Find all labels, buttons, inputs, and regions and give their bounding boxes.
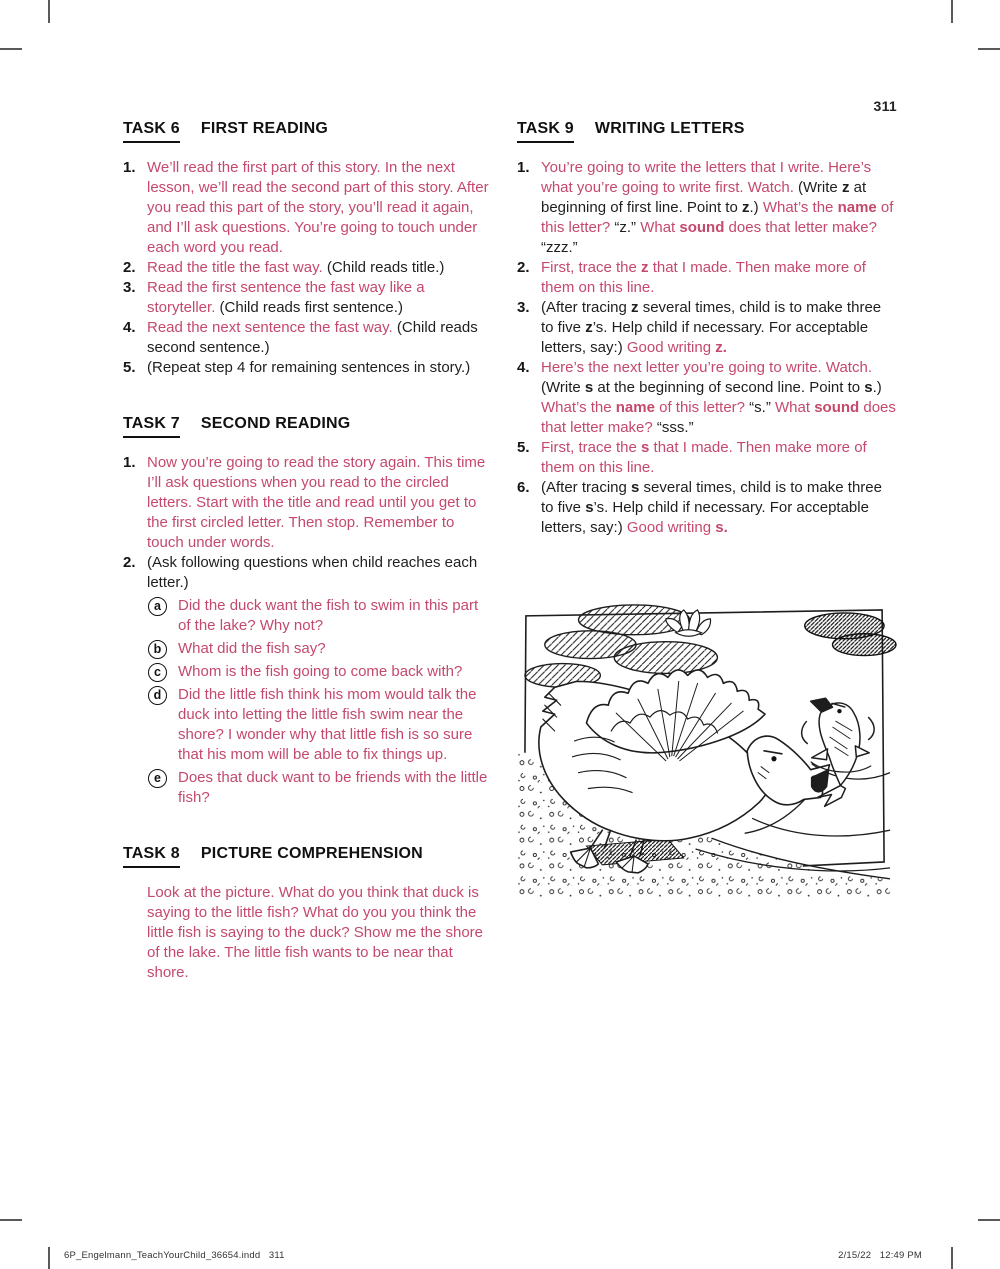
task-label: TASK 6 <box>123 120 180 143</box>
text-segment: does that letter make? <box>724 219 877 236</box>
crop-mark-bottom-right-h <box>978 1219 1000 1221</box>
item-text <box>178 662 491 682</box>
item-number: 2. <box>123 554 136 571</box>
task-label: TASK 7 <box>123 415 180 438</box>
text-segment: s <box>641 439 650 456</box>
item-text <box>178 768 491 808</box>
item-text <box>147 318 491 358</box>
text-segment: (Child reads title.) <box>326 259 445 276</box>
task-heading <box>123 415 491 438</box>
task-item <box>517 478 897 538</box>
item-number: 4. <box>517 359 530 376</box>
crop-mark-top-right-h <box>978 48 1000 50</box>
item-text <box>147 883 491 983</box>
duck-and-fish-illustration <box>517 602 897 900</box>
text-segment: z. <box>715 339 727 356</box>
item-text <box>147 358 491 378</box>
lettered-question <box>147 662 491 682</box>
left-column <box>123 120 491 1020</box>
text-segment: z <box>631 299 639 316</box>
task-item <box>517 298 897 358</box>
text-segment: (After tracing <box>541 479 632 496</box>
task-item <box>123 258 491 278</box>
right-column <box>517 120 897 900</box>
crop-mark-bottom-right-v <box>951 1247 953 1269</box>
circled-letter: b <box>148 640 167 659</box>
task-item <box>517 438 897 478</box>
circled-letter: d <box>148 686 167 705</box>
task-label: TASK 9 <box>517 120 574 143</box>
item-number: 1. <box>517 159 530 176</box>
text-segment: ’s. Help child if necessary. For acceptable letters, say:) <box>541 319 869 356</box>
task-heading <box>517 120 897 143</box>
text-segment: (Write <box>541 379 585 396</box>
text-segment: (Repeat step 4 for remaining sentences in story.) <box>147 359 471 376</box>
footer-filename: 6P_Engelmann_TeachYourChild_36654.indd 311 <box>64 1250 285 1261</box>
circled-letter: e <box>148 769 167 788</box>
crop-mark-top-left-v <box>48 0 50 23</box>
task-6-section <box>123 120 491 378</box>
text-segment: s <box>631 479 640 496</box>
text-segment: Now you’re going to read the story again. This time I’ll ask questions when you read to the circled letters. Start with the title and read until you get to the first circled letter. Then stop. Remember to touch under words. <box>147 454 486 551</box>
text-segment: s <box>584 379 594 396</box>
task-items <box>123 883 491 983</box>
text-segment: What did the fish say? <box>178 640 326 657</box>
text-segment: ’s. Help child if necessary. For acceptable letters, say:) <box>541 499 869 536</box>
text-segment: Read the title the fast way. <box>147 259 327 276</box>
text-segment: Look at the picture. What do you think that duck is saying to the little fish? What do you you think the little fish is saying to the duck? Show me the shore of the lake. The little fish wants to be near that shore. <box>147 884 484 981</box>
text-segment: What <box>775 399 815 416</box>
text-segment: z <box>841 179 850 196</box>
task-items <box>123 453 491 808</box>
task-heading <box>123 120 491 143</box>
text-segment: .) <box>872 379 882 396</box>
text-segment: First, trace the <box>541 259 642 276</box>
text-segment: (Write <box>798 179 842 196</box>
text-segment: “z.” <box>614 219 641 236</box>
item-text <box>178 639 491 659</box>
text-segment: name <box>837 199 877 216</box>
item-number: 3. <box>123 279 136 296</box>
text-segment: What <box>640 219 680 236</box>
task-item <box>123 883 491 983</box>
task-7-section <box>123 415 491 808</box>
text-segment: Good writing <box>626 519 716 536</box>
text-segment: several times, child is to make three to five <box>541 479 882 516</box>
task-item <box>123 453 491 553</box>
item-number: 5. <box>123 359 136 376</box>
item-text <box>147 453 491 553</box>
task-title: WRITING LETTERS <box>594 120 745 137</box>
text-segment: (After tracing <box>541 299 632 316</box>
lettered-question <box>147 768 491 808</box>
lettered-question <box>147 596 491 636</box>
text-segment: that I made. Then make more of them on this line. <box>541 259 866 296</box>
task-title: SECOND READING <box>200 415 351 432</box>
item-number: 5. <box>517 439 530 456</box>
item-number: 6. <box>517 479 530 496</box>
text-segment: (Ask following questions when child reaches each letter.) <box>147 554 478 591</box>
crop-mark-top-left-h <box>0 48 22 50</box>
text-segment: Whom is the fish going to come back with? <box>178 663 463 680</box>
text-segment: s. <box>715 519 728 536</box>
item-text <box>541 438 897 478</box>
task-heading <box>123 845 491 868</box>
footer-timestamp: 2/15/22 12:49 PM <box>838 1250 922 1261</box>
task-item <box>517 258 897 298</box>
text-segment: Does that duck want to be friends with the little fish? <box>178 769 488 806</box>
text-segment: You’re going to write the letters that I write. Here’s what you’re going to write first. Watch. <box>541 159 872 196</box>
text-segment: that I made. Then make more of them on this line. <box>541 439 867 476</box>
text-segment: Good writing <box>626 339 716 356</box>
illustration-svg <box>517 602 897 900</box>
crop-mark-bottom-left-h <box>0 1219 22 1221</box>
text-segment: What’s the <box>762 199 838 216</box>
text-segment: at beginning of first line. Point to <box>541 179 867 216</box>
text-segment: Did the little fish think his mom would talk the duck into letting the little fish swim near the shore? I wonder why that little fish is so sure that his mom will be able to fix things up. <box>178 686 477 763</box>
task-item <box>517 358 897 438</box>
item-number: 4. <box>123 319 136 336</box>
item-text <box>541 158 897 258</box>
page-number: 311 <box>873 98 897 114</box>
text-segment: Read the next sentence the fast way. <box>147 319 397 336</box>
item-text <box>147 553 491 808</box>
text-segment: s <box>864 379 873 396</box>
item-number: 1. <box>123 454 136 471</box>
item-text <box>147 158 491 258</box>
text-segment: Here’s the next letter you’re going to write. Watch. <box>541 359 872 376</box>
task-item <box>123 158 491 258</box>
text-segment: “sss.” <box>656 419 694 436</box>
task-title: PICTURE COMPREHENSION <box>200 845 423 862</box>
text-segment: “s.” <box>749 399 775 416</box>
item-text <box>541 298 897 358</box>
item-number: 2. <box>517 259 530 276</box>
text-segment: z <box>741 199 750 216</box>
item-text <box>147 278 491 318</box>
task-item <box>123 278 491 318</box>
crop-mark-top-right-v <box>951 0 953 23</box>
task-8-section <box>123 845 491 983</box>
text-segment: First, trace the <box>541 439 642 456</box>
text-segment: several times, child is to make three to five <box>541 299 882 336</box>
text-segment: s <box>585 499 594 516</box>
text-segment: We’ll read the first part of this story. In the next lesson, we’ll read the second part of this story. After you read this part of the story, you’ll read it again, and I’ll ask questions. You’re going to touch under each word you read. <box>147 159 489 256</box>
text-segment: z <box>585 319 593 336</box>
circled-letter: c <box>148 663 167 682</box>
text-segment: does that letter make? <box>541 399 896 436</box>
text-segment: of this letter? <box>541 199 894 236</box>
item-text <box>541 358 897 438</box>
text-segment: Did the duck want the fish to swim in this part of the lake? Why not? <box>178 597 479 634</box>
item-number: 2. <box>123 259 136 276</box>
text-segment: (Child reads first sentence.) <box>219 299 403 316</box>
task-item <box>123 318 491 358</box>
task-9-section <box>517 120 897 538</box>
lettered-question <box>147 685 491 765</box>
item-text <box>147 258 491 278</box>
task-label: TASK 8 <box>123 845 180 868</box>
item-text <box>178 596 491 636</box>
task-items <box>517 158 897 538</box>
task-item <box>517 158 897 258</box>
text-segment: of this letter? <box>654 399 750 416</box>
task-item <box>123 553 491 808</box>
task-item <box>123 358 491 378</box>
text-segment: at the beginning of second line. Point to <box>593 379 865 396</box>
circled-letter: a <box>148 597 167 616</box>
text-segment: sound <box>679 219 725 236</box>
item-text <box>541 478 897 538</box>
text-segment: “zzz.” <box>541 239 578 256</box>
item-number: 3. <box>517 299 530 316</box>
text-segment: .) <box>749 199 763 216</box>
crop-mark-bottom-left-v <box>48 1247 50 1269</box>
item-text <box>541 258 897 298</box>
task-title: FIRST READING <box>200 120 328 137</box>
task-items <box>123 158 491 378</box>
item-text <box>178 685 491 765</box>
item-number: 1. <box>123 159 136 176</box>
text-segment: (Child reads second sentence.) <box>147 319 478 356</box>
text-segment: sound <box>814 399 860 416</box>
text-segment: What’s the <box>541 399 616 416</box>
text-segment: z <box>641 259 649 276</box>
lettered-question <box>147 639 491 659</box>
text-segment: Read the first sentence the fast way like a storyteller. <box>147 279 425 316</box>
text-segment: name <box>615 399 655 416</box>
